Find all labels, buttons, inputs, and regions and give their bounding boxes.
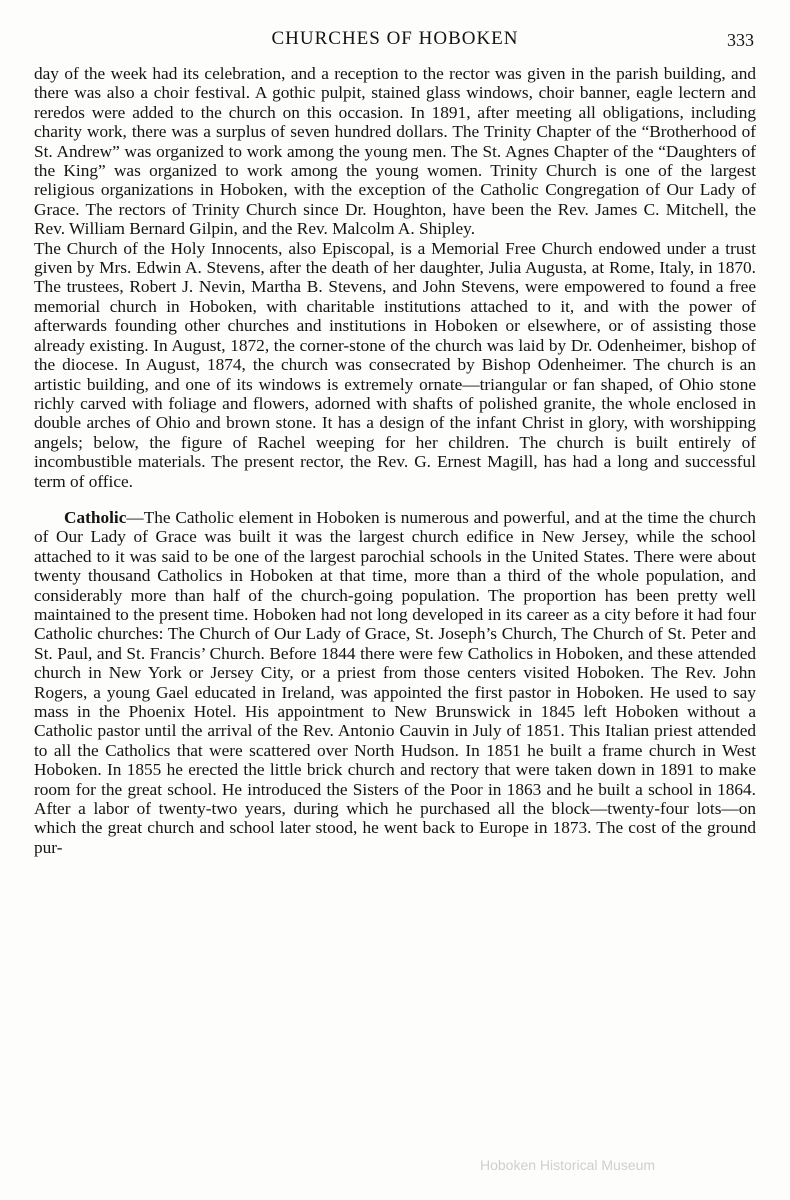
page-title: CHURCHES OF HOBOKEN [271,28,519,49]
paragraph-catholic [34,508,756,857]
watermark: Hoboken Historical Museum [480,1157,656,1173]
body-text [34,64,756,857]
book-page [34,24,756,857]
paragraph-trinity-church: day of the week had its celebration, and a reception to the rector was given in the parish building, and there was also a choir festival. A gothic pulpit, stained glass windows, choir banner, eagle lectern and reredos were added to the church on this occasion. In 1891, after meeting all obligations, including charity work, there was a surplus of seven hundred dollars. The Trinity Chapter of the “Brotherhood of St. Andrew” was organized to work among the young men. The St. Agnes Chapter of the “Daughters of the King” was organized to work among the young women. Trinity Church is one of the largest religious organizations in Hoboken, with the exception of the Catholic Congregation of Our Lady of Grace. The rectors of Trinity Church since Dr. Houghton, have been the Rev. James C. Mitchell, the Rev. William Bernard Gilpin, and the Rev. Malcolm A. Shipley. [34,64,756,239]
paragraph-holy-innocents [34,239,756,491]
paragraph-catholic-text: —The Catholic element in Hoboken is numerous and powerful, and at the time the church of Our Lady of Grace was built it was the largest church edifice in New Jersey, while the school attached to it was said to be one of the largest parochial schools in the United States. There were about twenty thousand Catholics in Hoboken at that time, more than a third of the whole population, and considerably more than half of the church-going population. The proportion has been pretty well maintained to the present time. Hoboken had not long developed in its career as a city before it had four Catholic churches: The Church of Our Lady of Grace, St. Joseph’s Church, The Church of St. Peter and St. Paul, and St. Francis’ Church. Before 1844 there were few Catholics in Hoboken, and these attended church in New York or Jersey City, or a priest from those centers visited Hoboken. The Rev. John Rogers, a young Gael educated in Ireland, was appointed the first pastor in Hoboken. He used to say mass in the Phoenix Hotel. His appointment to New Brunswick in 1845 left Hoboken without a Catholic pastor until the arrival of the Rev. Antonio Cauvin in July of 1851. This Italian priest attended to all the Catholics that were scattered over North Hudson. In 1851 he built a frame church in West Hoboken. In 1855 he erected the little brick church and rectory that were taken down in 1891 to make room for the great school. He introduced the Sisters of the Poor in 1863 and he built a school in 1864. After a labor of twenty-two years, during which he purchased all the block—twenty-four lots—on which the great church and school later stood, he went back to Europe in 1873. The cost of the ground pur- [34,507,756,857]
running-header [34,24,756,64]
section-heading-catholic: Catholic [64,507,127,527]
page-number: 333 [727,30,754,50]
paragraph-holy-innocents-text: The Church of the Holy Innocents, also Episcopal, is a Memorial Free Church endowed under a trust given by Mrs. Edwin A. Stevens, after the death of her daughter, Julia Augusta, at Rome, Italy, in 1870. The trustees, Robert J. Nevin, Martha B. Stevens, and John Stevens, were empowered to found a free memorial church in Hoboken, with charitable institutions attached to it, and with the power of afterwards founding other churches and institutions in Hoboken or elsewhere, or of assisting those already existing. In August, 1872, the corner-stone of the church was laid by Dr. Odenheimer, bishop of the diocese. In August, 1874, the church was consecrated by Bishop Odenheimer. The church is an artistic building, and one of its windows is extremely ornate—triangular or fan shaped, of Ohio stone richly carved with foliage and flowers, adorned with shafts of polished granite, the whole enclosed in double arches of Ohio and brown stone. It has a design of the infant Christ in glory, with worshipping angels; below, the figure of Rachel weeping for her children. The church is built entirely of incombustible materials. The present rector, the Rev. G. Ernest Magill, has had a long and successful term of office. [34,238,756,491]
